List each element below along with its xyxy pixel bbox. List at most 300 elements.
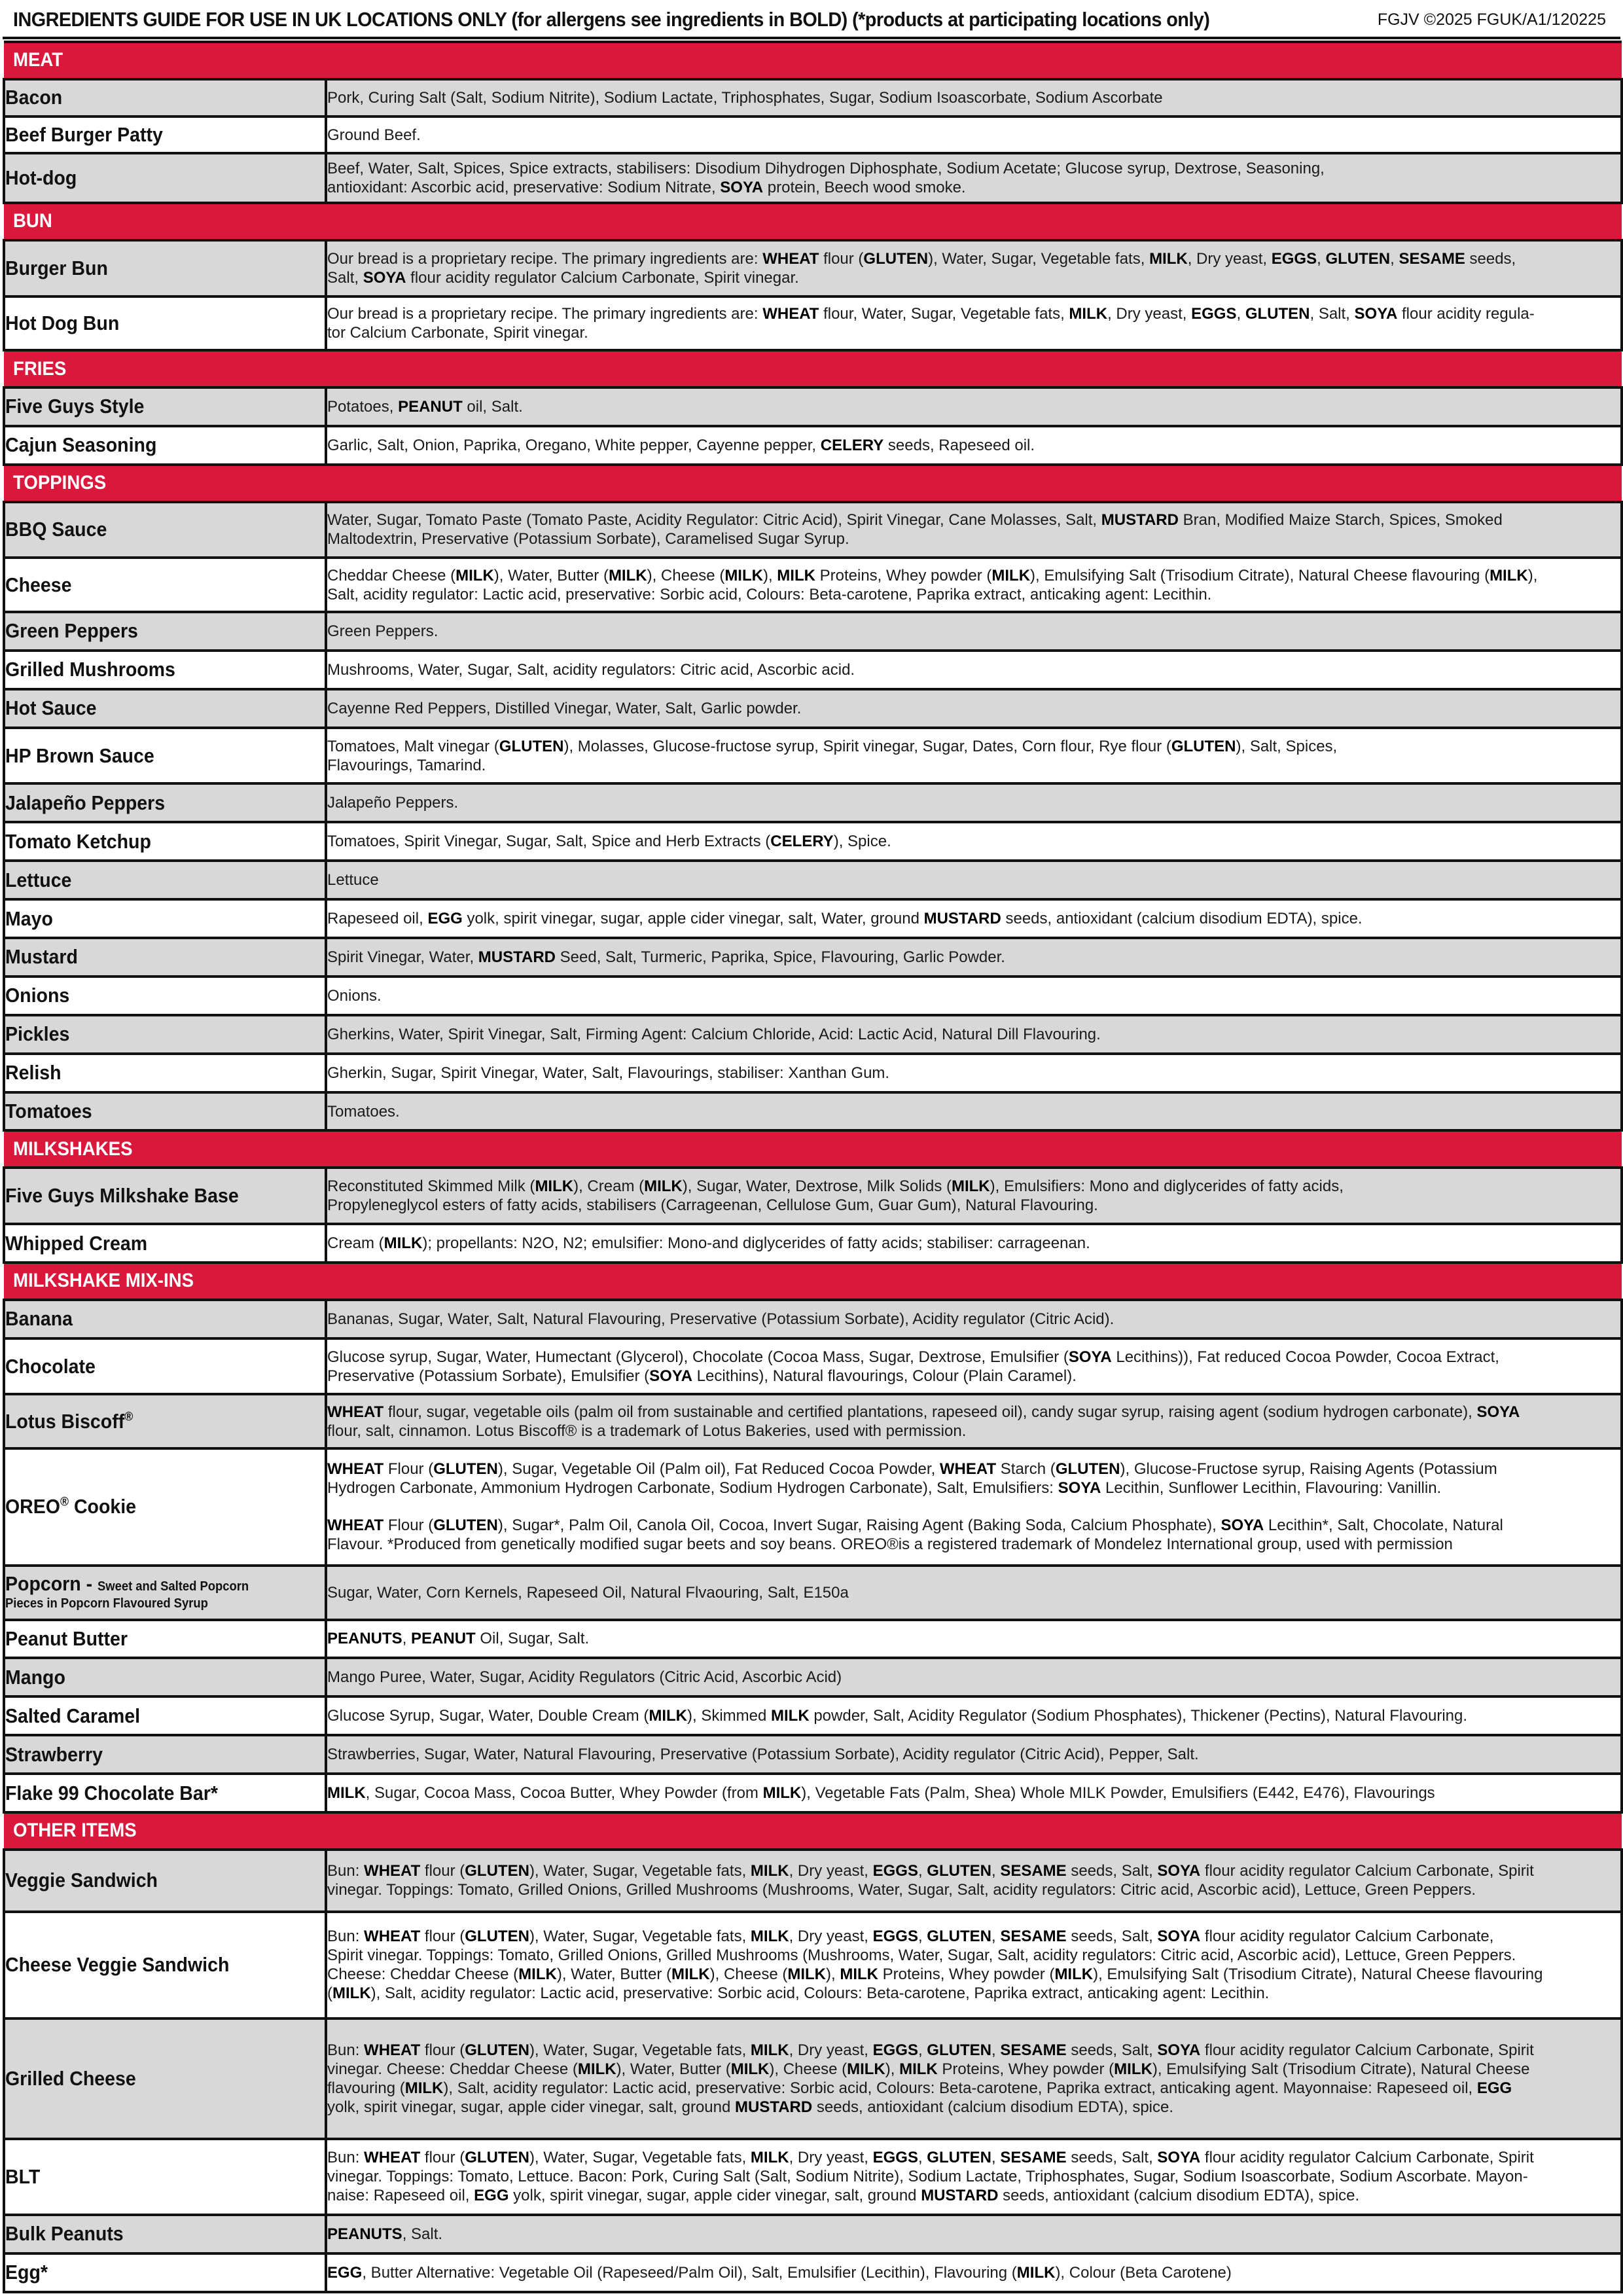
allergen-highlight: SOYA bbox=[1157, 2149, 1201, 2167]
item-name-group bbox=[5, 1495, 136, 1518]
ingredients-text: Mango Puree, Water, Sugar, Acidity Regulators (Citric Acid, Ascorbic Acid) bbox=[327, 1668, 842, 1687]
allergen-highlight: MILK bbox=[750, 1928, 789, 1946]
item-name: Tomato Ketchup bbox=[5, 829, 151, 853]
allergen-highlight: MILK bbox=[840, 1965, 878, 1984]
ingredients-cell bbox=[326, 79, 1622, 117]
ingredients-text: Pork, Curing Salt (Salt, Sodium Nitrite), Sodium Lactate, Triphosphates, Sugar, Sodium Isoascorbate, Sodium Ascorbate bbox=[327, 88, 1163, 107]
ingredients-text: Garlic, Salt, Onion, Paprika, Oregano, White pepper, Cayenne pepper, CELERY seeds, Rapeseed oil. bbox=[327, 436, 1035, 454]
allergen-highlight: MILK bbox=[750, 2149, 789, 2167]
allergen-highlight: MILK bbox=[577, 2060, 616, 2079]
ingredients-cell bbox=[326, 1696, 1622, 1735]
item-name: Salted Caramel bbox=[5, 1704, 141, 1727]
item-name-cell bbox=[4, 1338, 326, 1395]
allergen-highlight: CELERY bbox=[820, 436, 884, 454]
ingredients-cell bbox=[326, 1448, 1622, 1566]
item-name-group bbox=[5, 2261, 48, 2284]
allergen-highlight: GLUTEN bbox=[1245, 304, 1310, 323]
allergen-highlight: PEANUT bbox=[398, 397, 463, 416]
item-name-group bbox=[5, 123, 163, 147]
ingredients-cell bbox=[326, 1774, 1622, 1812]
item-name: Cajun Seasoning bbox=[5, 433, 157, 457]
table-row bbox=[4, 783, 1622, 822]
section-header-fries bbox=[4, 350, 1622, 387]
table-row bbox=[4, 1300, 1622, 1338]
item-name-group bbox=[5, 2067, 136, 2090]
ingredients-text: Onions. bbox=[327, 986, 382, 1005]
item-name: Onions bbox=[5, 984, 70, 1007]
ingredients-text: Bun: WHEAT flour (GLUTEN), Water, Sugar, Vegetable fats, MILK, Dry yeast, EGGS, GLUTEN, SESAME seeds, Salt, SOYA flour acidity regulator Calcium Carbonate, Spirit vinegar. Toppings: Tomato, Lettuce. Bacon: Pork, Curing Salt (Salt, Sodium Nitrite), Sodium Lactate, Triphosphates, Sugar, Sodium Isoascorbate, Sodium Ascorbate. Mayon- naise: Rapeseed oil, EGG yolk, spirit vinegar, sugar, apple cider vinegar, salt, ground MUSTARD seeds, antioxidant (calcium disodium EDTA), spice. bbox=[327, 2149, 1534, 2205]
item-name: Lettuce bbox=[5, 868, 72, 891]
allergen-highlight: WHEAT bbox=[327, 1403, 384, 1421]
item-name: Flake 99 Chocolate Bar* bbox=[5, 1781, 218, 1804]
allergen-highlight: PEANUTS bbox=[327, 1630, 402, 1648]
item-name-cell bbox=[4, 2215, 326, 2253]
item-name-group bbox=[5, 518, 107, 541]
ingredients-cell bbox=[326, 153, 1622, 202]
allergen-highlight: GLUTEN bbox=[465, 2041, 529, 2060]
allergen-highlight: GLUTEN bbox=[927, 2149, 991, 2167]
ingredients-cell bbox=[326, 502, 1622, 558]
table-row bbox=[4, 689, 1622, 728]
item-name-group bbox=[5, 1100, 92, 1123]
allergen-highlight: EGG bbox=[474, 2187, 509, 2205]
allergen-highlight: MUSTARD bbox=[921, 2187, 999, 2205]
item-name-cell bbox=[4, 1168, 326, 1224]
table-row bbox=[4, 938, 1622, 977]
ingredients-cell bbox=[326, 938, 1622, 977]
item-name-group bbox=[5, 869, 71, 892]
allergen-highlight: WHEAT bbox=[939, 1460, 997, 1479]
table-row bbox=[4, 1850, 1622, 1912]
allergen-highlight: SESAME bbox=[1000, 1862, 1067, 1880]
item-name-cell bbox=[4, 1735, 326, 1774]
item-name-cell bbox=[4, 153, 326, 202]
ingredients-text: Spirit Vinegar, Water, MUSTARD Seed, Salt, Turmeric, Paprika, Spice, Flavouring, Garlic Powder. bbox=[327, 948, 1005, 966]
allergen-highlight: GLUTEN bbox=[465, 1928, 529, 1946]
allergen-highlight: MILK bbox=[455, 566, 494, 584]
item-name: HP Brown Sauce bbox=[5, 744, 154, 767]
allergen-highlight: EGG bbox=[327, 2263, 363, 2282]
allergen-highlight: MILK bbox=[404, 2079, 444, 2098]
item-name-group bbox=[5, 2222, 124, 2246]
allergen-highlight: GLUTEN bbox=[499, 737, 564, 755]
table-row bbox=[4, 977, 1622, 1015]
table-row bbox=[4, 1338, 1622, 1395]
table-row bbox=[4, 426, 1622, 465]
table-row bbox=[4, 728, 1622, 784]
ingredients-cell bbox=[326, 899, 1622, 938]
allergen-highlight: MILK bbox=[327, 1784, 366, 1803]
allergen-highlight: MILK bbox=[332, 1984, 371, 2003]
allergen-highlight: MILK bbox=[518, 1965, 557, 1984]
allergen-highlight: WHEAT bbox=[327, 1516, 384, 1535]
item-name-group bbox=[5, 1355, 96, 1378]
table-row bbox=[4, 502, 1622, 558]
item-name: Beef Burger Patty bbox=[5, 123, 163, 147]
section-header-milkshake-mix-ins bbox=[4, 1263, 1622, 1300]
allergen-highlight: GLUTEN bbox=[863, 249, 929, 268]
ingredients-text: Bananas, Sugar, Water, Salt, Natural Flavouring, Preservative (Potassium Sorbate), Acidity regulator (Citric Acid). bbox=[327, 1310, 1115, 1328]
table-row bbox=[4, 1774, 1622, 1812]
ingredients-text: Bun: WHEAT flour (GLUTEN), Water, Sugar, Vegetable fats, MILK, Dry yeast, EGGS, GLUTEN, SESAME seeds, Salt, SOYA flour acidity regulator Calcium Carbonate, Spirit vinegar. Toppings: Tomato, Grilled Onions, Grilled Mushrooms (Mushrooms, Water, Sugar, Salt, acidity regulators: Citric acid, Ascorbic acid), Lettuce, Green Peppers. bbox=[327, 1862, 1534, 1899]
allergen-highlight: SOYA bbox=[1068, 1348, 1112, 1366]
ingredients-cell bbox=[326, 1015, 1622, 1054]
ingredients-text: Green Peppers. bbox=[327, 622, 438, 640]
allergen-highlight: EGGS bbox=[872, 1928, 918, 1946]
item-name-cell bbox=[4, 1912, 326, 2018]
item-name-cell bbox=[4, 2018, 326, 2139]
ingredients-cell bbox=[326, 1912, 1622, 2018]
item-name: BLT bbox=[5, 2164, 41, 2188]
table-row bbox=[4, 296, 1622, 351]
allergen-highlight: MILK bbox=[724, 566, 763, 584]
item-name-cell bbox=[4, 822, 326, 861]
table-row bbox=[4, 651, 1622, 689]
item-name-group bbox=[5, 1743, 103, 1767]
item-name-cell bbox=[4, 1774, 326, 1812]
item-name-group bbox=[5, 1022, 69, 1046]
section-header-meat bbox=[4, 42, 1622, 79]
allergen-highlight: SOYA bbox=[363, 268, 406, 287]
item-name-group bbox=[5, 658, 175, 681]
ingredients-cell bbox=[326, 977, 1622, 1015]
item-name-group bbox=[5, 945, 78, 969]
item-name: Grilled Cheese bbox=[5, 2067, 136, 2090]
table-row bbox=[4, 240, 1622, 296]
allergen-highlight: MILK bbox=[777, 566, 815, 584]
table-row bbox=[4, 1054, 1622, 1092]
allergen-highlight: EGGS bbox=[1271, 249, 1317, 268]
allergen-highlight: SESAME bbox=[1399, 249, 1465, 268]
item-name-group bbox=[5, 433, 156, 457]
ingredients-text: Glucose Syrup, Sugar, Water, Double Cream (MILK), Skimmed MILK powder, Salt, Acidity Regulator (Sodium Phosphates), Thickener (Pectins), Natural Flavouring. bbox=[327, 1707, 1468, 1725]
ingredients-text: Cayenne Red Peppers, Distilled Vinegar, Water, Salt, Garlic powder. bbox=[327, 699, 802, 717]
item-name: Relish bbox=[5, 1061, 62, 1085]
allergen-highlight: SOYA bbox=[1221, 1516, 1264, 1535]
item-name: Mustard bbox=[5, 945, 78, 969]
allergen-highlight: PEANUTS bbox=[327, 2225, 402, 2243]
allergen-highlight: SOYA bbox=[1157, 2041, 1201, 2060]
ingredients-cell bbox=[326, 689, 1622, 728]
allergen-highlight: MILK bbox=[671, 1965, 710, 1984]
ingredients-table bbox=[3, 41, 1623, 2293]
allergen-highlight: MILK bbox=[1054, 1965, 1094, 1984]
allergen-highlight: GLUTEN bbox=[433, 1460, 498, 1479]
item-name-cell bbox=[4, 79, 326, 117]
ingredients-cell bbox=[326, 1658, 1622, 1696]
ingredients-text: Cream (MILK); propellants: N2O, N2; emulsifier: Mono-and diglycerides of fatty acids; stabiliser: carrageenan. bbox=[327, 1234, 1090, 1252]
item-name: Bulk Peanuts bbox=[5, 2222, 124, 2246]
ingredients-cell bbox=[326, 387, 1622, 426]
allergen-highlight: SOYA bbox=[1476, 1403, 1520, 1421]
allergen-highlight: EGGS bbox=[872, 2149, 918, 2167]
ingredients-text: Tomatoes, Spirit Vinegar, Sugar, Salt, Spice and Herb Extracts (CELERY), Spice. bbox=[327, 833, 891, 851]
table-row bbox=[4, 153, 1622, 202]
item-name-cell bbox=[4, 689, 326, 728]
section-header-milkshakes bbox=[4, 1130, 1622, 1168]
item-name: Five Guys Milkshake Base bbox=[5, 1184, 239, 1208]
item-name-cell bbox=[4, 1620, 326, 1659]
ingredients-cell bbox=[326, 612, 1622, 651]
item-name-cell bbox=[4, 1224, 326, 1263]
item-name-cell bbox=[4, 861, 326, 899]
table-row bbox=[4, 79, 1622, 117]
allergen-highlight: MILK bbox=[762, 1784, 802, 1803]
item-name-cell bbox=[4, 387, 326, 426]
item-name-group bbox=[5, 1704, 140, 1728]
allergen-highlight: MILK bbox=[535, 1177, 574, 1196]
ingredients-text: Water, Sugar, Tomato Paste (Tomato Paste, Acidity Regulator: Citric Acid), Spirit Vinegar, Cane Molasses, Salt, MUSTARD Bran, Modified Maize Starch, Spices, Smoked Maltodextrin, Preservative (Potassium Sorbate), Caramelised Sugar Syrup. bbox=[327, 511, 1503, 548]
item-name: Green Peppers bbox=[5, 619, 138, 643]
allergen-highlight: SOYA bbox=[1157, 1928, 1201, 1946]
allergen-highlight: MUSTARD bbox=[1101, 511, 1179, 529]
item-name-cell bbox=[4, 728, 326, 784]
ingredients-text: Potatoes, PEANUT oil, Salt. bbox=[327, 397, 523, 416]
item-name-cell bbox=[4, 1300, 326, 1338]
ingredients-cell bbox=[326, 1394, 1622, 1448]
allergen-highlight: MILK bbox=[730, 2060, 770, 2079]
table-row bbox=[4, 558, 1622, 612]
item-name-subtitle: Pieces in Popcorn Flavoured Syrup bbox=[5, 1596, 208, 1611]
ingredients-text: Lettuce bbox=[327, 871, 379, 889]
item-name: Mango bbox=[5, 1665, 65, 1689]
item-name-cell bbox=[4, 502, 326, 558]
item-name: Pickles bbox=[5, 1022, 70, 1046]
item-name-cell bbox=[4, 899, 326, 938]
ingredients-cell bbox=[326, 1566, 1622, 1620]
item-name-cell bbox=[4, 1566, 326, 1620]
item-name-cell bbox=[4, 1448, 326, 1566]
item-name-cell bbox=[4, 612, 326, 651]
allergen-highlight: MILK bbox=[608, 566, 647, 584]
item-name: Bacon bbox=[5, 86, 63, 109]
ingredients-cell bbox=[326, 426, 1622, 465]
item-name-cell bbox=[4, 1092, 326, 1131]
section-title: MILKSHAKES bbox=[13, 1138, 133, 1160]
item-name: Tomatoes bbox=[5, 1100, 92, 1123]
item-name: Popcorn - bbox=[5, 1572, 98, 1596]
allergen-highlight: MILK bbox=[649, 1707, 687, 1725]
item-name-cell bbox=[4, 2139, 326, 2215]
item-name-group bbox=[5, 984, 69, 1007]
ingredients-cell bbox=[326, 1735, 1622, 1774]
allergen-highlight: CELERY bbox=[770, 833, 834, 851]
allergen-highlight: MILK bbox=[991, 566, 1031, 584]
table-row bbox=[4, 1696, 1622, 1735]
allergen-highlight: WHEAT bbox=[762, 249, 819, 268]
ingredients-cell bbox=[326, 558, 1622, 612]
item-name-group bbox=[5, 1627, 128, 1651]
section-title: OTHER ITEMS bbox=[13, 1820, 137, 1842]
item-name: Veggie Sandwich bbox=[5, 1869, 158, 1892]
item-name-group bbox=[5, 1410, 133, 1433]
item-name-group bbox=[5, 1572, 249, 1611]
section-title: MEAT bbox=[13, 49, 63, 71]
allergen-highlight: GLUTEN bbox=[927, 1928, 991, 1946]
ingredients-text: EGG, Butter Alternative: Vegetable Oil (Rapeseed/Palm Oil), Salt, Emulsifier (Lecithin), Flavouring (MILK), Colour (Beta Carotene) bbox=[327, 2263, 1232, 2282]
allergen-highlight: MILK bbox=[750, 2041, 789, 2060]
item-name: BBQ Sauce bbox=[5, 518, 107, 541]
item-name-cell bbox=[4, 2253, 326, 2292]
ingredients-text: Our bread is a proprietary recipe. The primary ingredients are: WHEAT flour, Water, Sugar, Vegetable fats, MILK, Dry yeast, EGGS, GLUTEN, Salt, SOYA flour acidity regula- tor Calcium Carbonate, Spirit vinegar. bbox=[327, 304, 1535, 342]
ingredients-text: Rapeseed oil, EGG yolk, spirit vinegar, sugar, apple cider vinegar, salt, Water, ground MUSTARD seeds, antioxidant (calcium disodium EDTA), spice. bbox=[327, 910, 1363, 928]
allergen-highlight: MILK bbox=[1114, 2060, 1152, 2079]
section-title: TOPPINGS bbox=[13, 472, 107, 494]
table-row bbox=[4, 1566, 1622, 1620]
allergen-highlight: WHEAT bbox=[762, 304, 819, 323]
ingredients-text: Beef, Water, Salt, Spices, Spice extracts, stabilisers: Disodium Dihydrogen Diphosphate, Sodium Acetate; Glucose syrup, Dextrose, Seasoning, antioxidant: Ascorbic acid, preservative: Sodium Nitrate, SOYA protein, Beech wood smoke. bbox=[327, 160, 1325, 197]
table-row bbox=[4, 2253, 1622, 2292]
allergen-highlight: WHEAT bbox=[364, 2041, 421, 2060]
table-row bbox=[4, 1735, 1622, 1774]
allergen-highlight: EGG bbox=[427, 910, 463, 928]
allergen-highlight: GLUTEN bbox=[465, 2149, 529, 2167]
allergen-highlight: WHEAT bbox=[364, 1928, 421, 1946]
item-name-group bbox=[5, 312, 119, 335]
allergen-highlight: MILK bbox=[750, 1862, 789, 1880]
allergen-highlight: SOYA bbox=[649, 1367, 692, 1385]
item-name-group bbox=[5, 1232, 147, 1255]
allergen-highlight: SOYA bbox=[1354, 304, 1398, 323]
item-name: Peanut Butter bbox=[5, 1626, 128, 1650]
ingredients-cell bbox=[326, 728, 1622, 784]
item-name: Strawberry bbox=[5, 1742, 103, 1766]
table-row bbox=[4, 2139, 1622, 2215]
page-header bbox=[3, 3, 1620, 39]
item-name-cell bbox=[4, 240, 326, 296]
allergen-highlight: MUSTARD bbox=[923, 910, 1001, 928]
item-name-group bbox=[5, 619, 138, 643]
ingredients-cell bbox=[326, 2215, 1622, 2253]
item-name-group bbox=[5, 1061, 62, 1085]
ingredients-cell bbox=[326, 1168, 1622, 1224]
section-header-toppings bbox=[4, 465, 1622, 502]
item-name-subtitle: Sweet and Salted Popcorn bbox=[98, 1579, 249, 1594]
item-name-group bbox=[5, 573, 71, 597]
ingredients-text: Cheddar Cheese (MILK), Water, Butter (MILK), Cheese (MILK), MILK Proteins, Whey powder (MILK), Emulsifying Salt (Trisodium Citrate), Natural Cheese flavouring (MILK), Salt, acidity regulator: Lactic acid, preservative: Sorbic acid, Colours: Beta-carotene, Paprika extract, anticaking agent: Lecithin. bbox=[327, 566, 1538, 603]
table-row bbox=[4, 1015, 1622, 1054]
item-name-cell bbox=[4, 117, 326, 154]
item-name-group bbox=[5, 86, 62, 109]
ingredients-cell bbox=[326, 1850, 1622, 1912]
allergen-highlight: MUSTARD bbox=[478, 948, 556, 966]
registered-mark: ® bbox=[60, 1496, 69, 1510]
allergen-highlight: MILK bbox=[1149, 249, 1188, 268]
allergen-highlight: GLUTEN bbox=[1325, 249, 1391, 268]
ingredients-text: MILK, Sugar, Cocoa Mass, Cocoa Butter, Whey Powder (from MILK), Vegetable Fats (Palm, Shea) Whole MILK Powder, Emulsifiers (E442, E476), Flavourings bbox=[327, 1784, 1435, 1803]
item-name-cell bbox=[4, 977, 326, 1015]
ingredients-text: PEANUTS, PEANUT Oil, Sugar, Salt. bbox=[327, 1630, 590, 1648]
document-code: FGJV ©2025 FGUK/A1/120225 bbox=[1377, 10, 1606, 29]
table-row bbox=[4, 612, 1622, 651]
ingredients-cell bbox=[326, 2253, 1622, 2292]
ingredients-cell bbox=[326, 240, 1622, 296]
ingredients-cell bbox=[326, 1092, 1622, 1131]
allergen-highlight: GLUTEN bbox=[927, 2041, 991, 2060]
item-name: Egg* bbox=[5, 2261, 48, 2284]
ingredients-text: Mushrooms, Water, Sugar, Salt, acidity regulators: Citric acid, Ascorbic acid. bbox=[327, 660, 855, 679]
section-header-bun bbox=[4, 203, 1622, 240]
item-name-group bbox=[5, 1782, 218, 1805]
allergen-highlight: MILK bbox=[1016, 2263, 1056, 2282]
allergen-highlight: SESAME bbox=[1000, 2041, 1067, 2060]
allergen-highlight: SESAME bbox=[1000, 1928, 1067, 1946]
item-name: Five Guys Style bbox=[5, 395, 145, 418]
item-name: Mayo bbox=[5, 906, 53, 930]
item-name-cell bbox=[4, 296, 326, 351]
item-name-group bbox=[5, 791, 165, 815]
item-name: Banana bbox=[5, 1307, 73, 1331]
table-row bbox=[4, 861, 1622, 899]
item-name: OREO bbox=[5, 1495, 60, 1518]
allergen-highlight: MILK bbox=[951, 1177, 990, 1196]
allergen-highlight: MILK bbox=[899, 2060, 938, 2079]
allergen-highlight: PEANUT bbox=[411, 1630, 476, 1648]
table-row bbox=[4, 1394, 1622, 1448]
ingredients-text: Reconstituted Skimmed Milk (MILK), Cream (MILK), Sugar, Water, Dextrose, Milk Solids (MILK), Emulsifiers: Mono and diglycerides of fatty acids, Propyleneglycol esters of fatty acids, stabilisers (Carrageenan, Cellulose Gum, Guar Gum), Natural Flavouring. bbox=[327, 1177, 1344, 1215]
table-row bbox=[4, 387, 1622, 426]
ingredients-text: Glucose syrup, Sugar, Water, Humectant (Glycerol), Chocolate (Cocoa Mass, Sugar, Dextrose, Emulsifier (SOYA Lecithins)), Fat reduced Cocoa Powder, Cocoa Extract, Preservative (Potassium Sorbate), Emulsifier (SOYA Lecithins), Natural flavourings, Colour (Plain Caramel). bbox=[327, 1348, 1499, 1385]
allergen-highlight: MILK bbox=[1069, 304, 1108, 323]
table-row bbox=[4, 1168, 1622, 1224]
item-name: Grilled Mushrooms bbox=[5, 658, 175, 681]
item-name-group bbox=[5, 1953, 229, 1977]
ingredients-cell bbox=[326, 2018, 1622, 2139]
item-name-cell bbox=[4, 1850, 326, 1912]
table-row bbox=[4, 1224, 1622, 1263]
ingredients-text: Our bread is a proprietary recipe. The primary ingredients are: WHEAT flour (GLUTEN), Water, Sugar, Vegetable fats, MILK, Dry yeast, EGGS, GLUTEN, SESAME seeds, Salt, SOYA flour acidity regulator Calcium Carbonate, Spirit vinegar. bbox=[327, 249, 1516, 287]
registered-mark: ® bbox=[124, 1410, 134, 1424]
allergen-highlight: MILK bbox=[787, 1965, 827, 1984]
item-name-group bbox=[5, 2165, 40, 2189]
item-name-cell bbox=[4, 1658, 326, 1696]
item-name: Cheese Veggie Sandwich bbox=[5, 1953, 230, 1977]
allergen-highlight: MILK bbox=[771, 1707, 810, 1725]
item-name-cell bbox=[4, 783, 326, 822]
section-header-other-items bbox=[4, 1812, 1622, 1850]
ingredients-text: Strawberries, Sugar, Water, Natural Flavouring, Preservative (Potassium Sorbate), Acidity regulator (Citric Acid), Pepper, Salt. bbox=[327, 1746, 1199, 1764]
item-name-cell bbox=[4, 938, 326, 977]
ingredients-cell bbox=[326, 861, 1622, 899]
ingredients-cell bbox=[326, 1338, 1622, 1395]
item-name: Hot Dog Bun bbox=[5, 311, 120, 334]
allergen-highlight: SOYA bbox=[1157, 1862, 1201, 1880]
item-name-group bbox=[5, 1666, 65, 1689]
item-name-group bbox=[5, 907, 53, 931]
table-row bbox=[4, 1448, 1622, 1566]
allergen-highlight: MILK bbox=[383, 1234, 423, 1252]
ingredients-text: Sugar, Water, Corn Kernels, Rapeseed Oil, Natural Flvaouring, Salt, E150a bbox=[327, 1583, 849, 1602]
allergen-highlight: SESAME bbox=[1000, 2149, 1067, 2167]
allergen-highlight: WHEAT bbox=[364, 1862, 421, 1880]
ingredients-text: Bun: WHEAT flour (GLUTEN), Water, Sugar, Vegetable fats, MILK, Dry yeast, EGGS, GLUTEN, SESAME seeds, Salt, SOYA flour acidity regulator Calcium Carbonate, Spirit vinegar. Cheese: Cheddar Cheese (MILK), Water, Butter (MILK), Cheese (MILK), MILK Proteins, Whey powder (MILK), Emulsifying Salt (Trisodium Citrate), Natural Cheese flavouring (MILK), Salt, acidity regulator: Lactic acid, preservative: Sorbic acid, Colours: Beta-carotene, Paprika extract, anticaking agent. Mayonnaise: Rapeseed oil, EGG yolk, spirit vinegar, sugar, apple cider vinegar, salt, ground MUSTARD seeds, antioxidant (calcium disodium EDTA), spice. bbox=[327, 2041, 1534, 2117]
item-name-cell bbox=[4, 1696, 326, 1735]
table-row bbox=[4, 1912, 1622, 2018]
item-name: Cheese bbox=[5, 573, 72, 596]
allergen-highlight: EGGS bbox=[872, 2041, 918, 2060]
item-name: Lotus Biscoff bbox=[5, 1409, 125, 1433]
ingredients-text: Tomatoes, Malt vinegar (GLUTEN), Molasses, Glucose-fructose syrup, Spirit vinegar, Sugar, Dates, Corn flour, Rye flour (GLUTEN), Salt, Spices, Flavourings, Tamarind. bbox=[327, 737, 1338, 774]
ingredients-cell bbox=[326, 1224, 1622, 1263]
ingredients-cell bbox=[326, 651, 1622, 689]
allergen-highlight: WHEAT bbox=[327, 1460, 384, 1479]
ingredients-cell bbox=[326, 117, 1622, 154]
table-row bbox=[4, 1620, 1622, 1659]
item-name-cell bbox=[4, 651, 326, 689]
item-name: Chocolate bbox=[5, 1354, 96, 1378]
allergen-highlight: SOYA bbox=[1058, 1479, 1101, 1498]
item-name: Hot-dog bbox=[5, 166, 77, 190]
